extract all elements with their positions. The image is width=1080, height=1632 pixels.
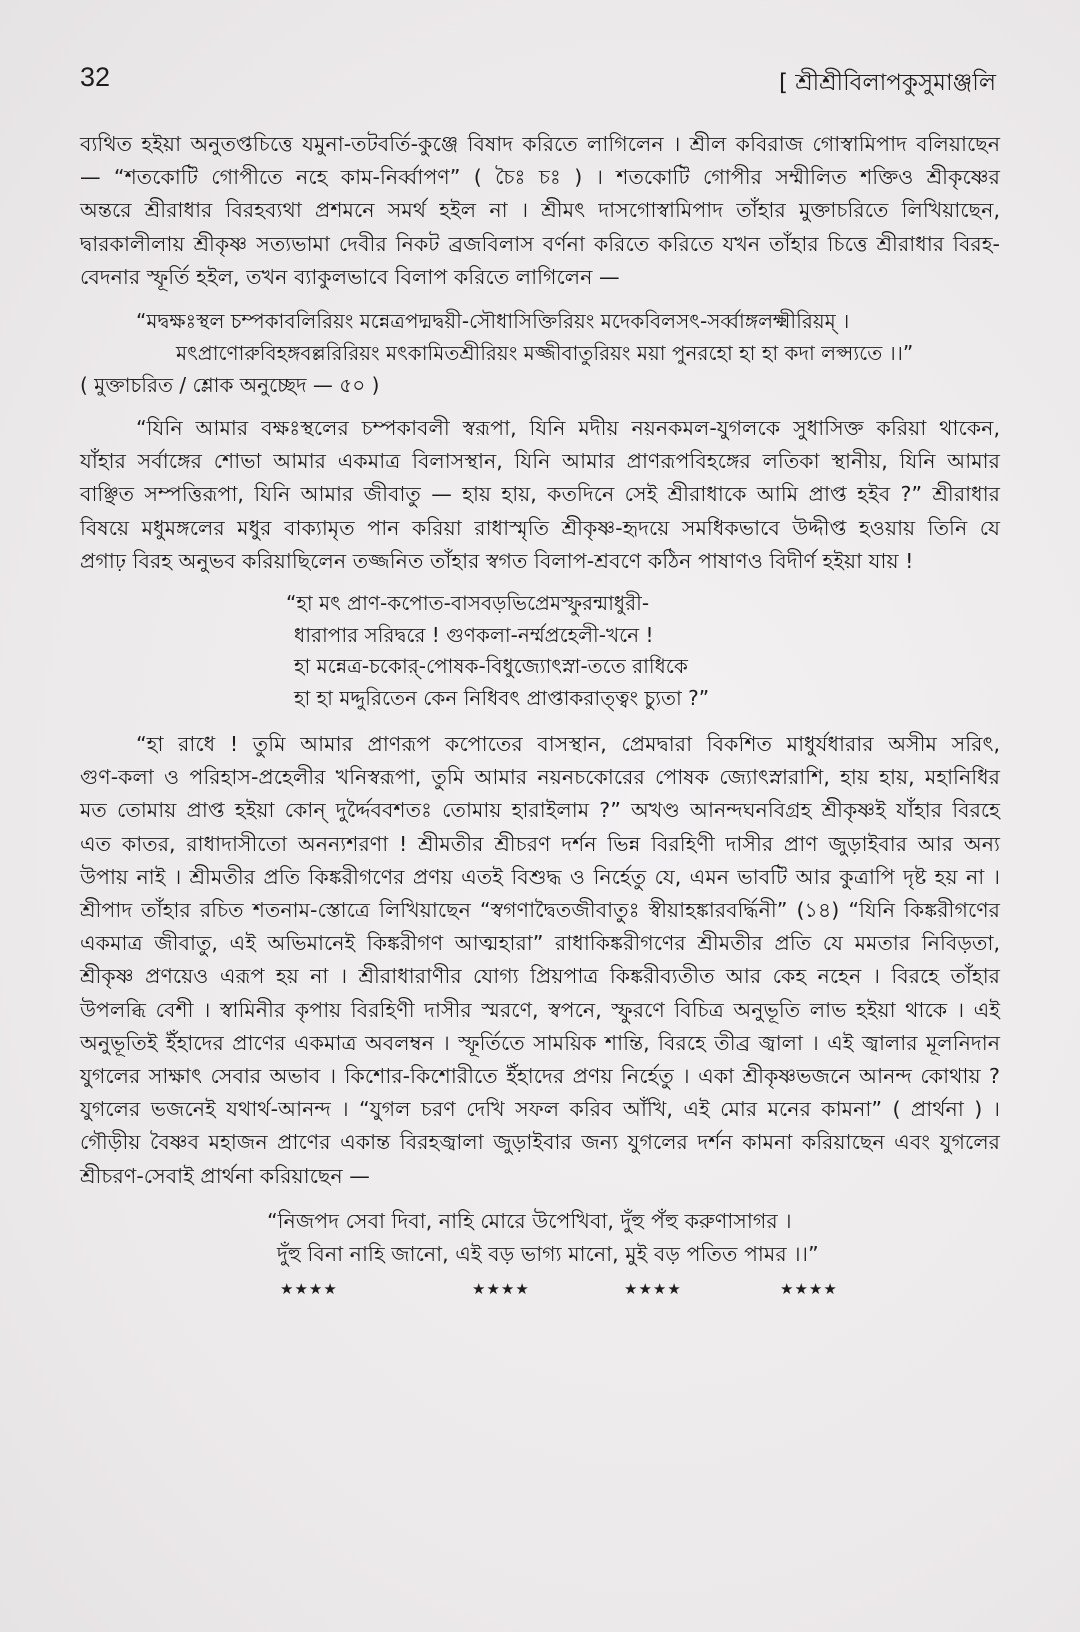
section-ornament [80, 1273, 1000, 1303]
text-line: অন্তরে শ্রীরাধার বিরহব্যথা প্রশমনে সমর্থ হইল না । শ্রীমৎ দাসগোস্বামিপাদ তাঁহার মুক্তাচরিতে লিখিয়াছেন, [80, 198, 1000, 223]
text-line: উপায় নাই । শ্রীমতীর প্রতি কিঙ্করীগণের প্রণয় এতই বিশুদ্ধ ও নির্হেতু যে, এমন ভাবটি আর কুত্রাপি দৃষ্ট হয় না । [80, 864, 1000, 889]
text-line: মত তোমায় প্রাপ্ত হইয়া কোন্ দুর্দ্দৈববশতঃ তোমায় হারাইলাম ?” অখণ্ড আনন্দঘনবিগ্রহ শ্রীকৃষ্ণই যাঁহার বিরহে [80, 798, 1000, 823]
text-line: যুগলের সাক্ষাৎ সেবার অভাব । কিশোর-কিশোরীতে ইঁহাদের প্রণয় নির্হেতু । একা শ্রীকৃষ্ণভজনে আনন্দ কোথায় ? [80, 1064, 1000, 1089]
verse-line: “মদ্বক্ষঃস্থল চম্পকাবলিরিয়ং মন্নেত্রপদ্মদ্বয়ী-সৌধাসিক্তিরিয়ং মদেকবিলসৎ-সর্ব্বাঙ্গলক্ষ্মীরিয়ম্ । [136, 309, 850, 334]
sanskrit-verse-1 [80, 306, 1000, 369]
verse-line: “হা মৎ প্রাণ-কপোত-বাসবড়ভিপ্রেমস্ফুরন্মাধুরী- [286, 591, 650, 616]
page-header [80, 62, 996, 102]
text-line: শ্রীপাদ তাঁহার রচিত শতনাম-স্তোত্রে লিখিয়াছেন “স্বগণাদ্বৈতজীবাতুঃ স্বীয়াহঙ্কারবর্দ্ধিনী” (১৪) “যিনি কিঙ্করীগণের [80, 898, 1000, 923]
citation: ( মুক্তাচরিত / শ্লোক অনুচ্ছেদ — ৫০ ) [80, 373, 380, 398]
text-line: শ্রীচরণ-সেবাই প্রার্থনা করিয়াছেন — [80, 1163, 370, 1188]
verse-line: হা হা মদ্দুরিতেন কেন নিধিবৎ প্রাপ্তাকরাত্ত্বং চ্যুতা ?” [294, 685, 710, 710]
page-body [80, 128, 1000, 1303]
text-line: গুণ-কলা ও পরিহাস-প্রহেলীর খনিস্বরূপা, তুমি আমার নয়নচকোরের পোষক জ্যোৎস্নারাশি, হায় হায়, মহানিধির [80, 765, 1000, 790]
text-line: যাঁহার সর্বাঙ্গের শোভা আমার একমাত্র বিলাসস্থান, যিনি আমার প্রাণরূপবিহঙ্গের লতিকা স্থানীয়, যিনি আমার [80, 449, 1000, 474]
verse-line: “নিজপদ সেবা দিবা, নাহি মোরে উপেখিবা, দুঁহু পঁহু করুণাসাগর । [267, 1208, 792, 1233]
page-number: 32 [80, 62, 111, 92]
text-line: উপলব্ধি বেশী । স্বামিনীর কৃপায় বিরহিণী দাসীর স্মরণে, স্বপনে, স্ফুরণে বিচিত্র অনুভূতি লাভ হইয়া থাকে । এই [80, 997, 1000, 1022]
text-line: ব্যথিত হইয়া অনুতপ্তচিত্তে যমুনা-তটবর্তি-কুঞ্জে বিষাদ করিতে লাগিলেন । শ্রীল কবিরাজ গোস্বামিপাদ বলিয়াছেন [80, 132, 1000, 156]
text-line: শ্রীকৃষ্ণ প্রণয়েও এরূপ হয় না । শ্রীরাধারাণীর যোগ্য প্রিয়পাত্র কিঙ্করীব্যতীত আর কেহ নহেন । বিরহে তাঁহার [80, 964, 1000, 989]
text-line: দ্বারকালীলায় শ্রীকৃষ্ণ সত্যভামা দেবীর নিকট ব্রজবিলাস বর্ণনা করিতে করিতে যখন তাঁহার চিত্তে শ্রীরাধার বিরহ- [80, 231, 1000, 256]
text-line: বেদনার স্ফূর্তি হইল, তখন ব্যাকুলভাবে বিলাপ করিতে লাগিলেন — [80, 264, 620, 289]
text-line: যুগলের ভজনেই যথার্থ-আনন্দ । “যুগল চরণ দেখি সফল করিব আঁখি, এই মোর মনের কামনা” ( প্রার্থনা ) । [80, 1097, 1000, 1122]
verse-line: দুঁহু বিনা নাহি জানো, এই বড় ভাগ্য মানো, মুই বড় পতিত পামর ।।” [277, 1241, 819, 1266]
text-line: বিষয়ে মধুমঙ্গলের মধুর বাক্যামৃত পান করিয়া রাধাস্মৃতি শ্রীকৃষ্ণ-হৃদয়ে সমধিকভাবে উদ্দীপ্ত হওয়ায় তিনি যে [80, 515, 1000, 540]
text-line: — “শতকোটি গোপীতে নহে কাম-নির্ব্বাপণ” ( চৈঃ চঃ ) । শতকোটি গোপীর সম্মীলিত শক্তিও শ্রীকৃষ্ণের [80, 165, 1000, 190]
text-line: প্রগাঢ় বিরহ অনুভব করিয়াছিলেন তজ্জনিত তাঁহার স্বগত বিলাপ-শ্রবণে কঠিন পাষাণও বিদীর্ণ হইয়া যায় ! [80, 548, 914, 573]
star-ornament: ★★★★ [280, 1279, 338, 1298]
text-line: অনুভূতিই ইঁহাদের প্রাণের একমাত্র অবলম্বন । স্ফূর্তিতে সাময়িক শান্তি, বিরহে তীব্র জ্বালা । এই জ্বালার মূলনিদান [80, 1030, 1000, 1055]
paragraph-translation-2 [80, 728, 1000, 1193]
verse-line: মৎপ্রাণোরুবিহঙ্গবল্লরিরিয়ং মৎকামিতশ্রীরিয়ং মজ্জীবাতুরিয়ং ময়া পুনরহো হা হা কদা লপ্স্যতে ।।” [176, 340, 914, 365]
text-line: এত কাতর, রাধাদাসীতো অনন্যশরণা ! শ্রীমতীর শ্রীচরণ দর্শন ভিন্ন বিরহিণী দাসীর প্রাণ জুড়াইবার আর অন্য [80, 831, 1000, 856]
paragraph-intro [80, 128, 1000, 294]
text-line: “হা রাধে ! তুমি আমার প্রাণরূপ কপোতের বাসস্থান, প্রেমদ্বারা বিকশিত মাধুর্যধারার অসীম সরিৎ, [136, 732, 1000, 757]
bengali-verse [80, 1205, 1000, 1271]
verse-line: ধারাপার সরিদ্বরে ! গুণকলা-নর্ম্মপ্রহেলী-খনে ! [294, 622, 654, 647]
running-head: [ শ্রীশ্রীবিলাপকুসুমাঞ্জলি [778, 70, 996, 96]
star-ornament: ★★★★ [472, 1279, 530, 1298]
verse-line: হা মন্নেত্র-চকোর্-পোষক-বিধুজ্যোৎস্না-ততে রাধিকে [294, 654, 688, 679]
star-ornament: ★★★★ [624, 1279, 682, 1298]
text-line: একমাত্র জীবাতু, এই অভিমানেই কিঙ্করীগণ আত্মহারা” রাধাকিঙ্করীগণের শ্রীমতীর প্রতি যে মমতার নিবিড়তা, [80, 931, 1000, 956]
sanskrit-verse-2 [80, 588, 1000, 714]
text-line: “যিনি আমার বক্ষঃস্থলের চম্পকাবলী স্বরূপা, যিনি মদীয় নয়নকমল-যুগলকে সুধাসিক্ত করিয়া থাকেন, [136, 416, 1000, 441]
paragraph-translation-1 [80, 412, 1000, 578]
text-line: বাঞ্ছিত সম্পত্তিরূপা, যিনি আমার জীবাতু — হায় হায়, কতদিনে সেই শ্রীরাধাকে আমি প্রাপ্ত হইব ?” শ্রীরাধার [80, 482, 1000, 507]
text-line: গৌড়ীয় বৈষ্ণব মহাজন প্রাণের একান্ত বিরহজ্বালা জুড়াইবার জন্য যুগলের দর্শন কামনা করিয়াছেন এবং যুগলের [80, 1130, 1000, 1155]
star-ornament: ★★★★ [780, 1279, 838, 1298]
